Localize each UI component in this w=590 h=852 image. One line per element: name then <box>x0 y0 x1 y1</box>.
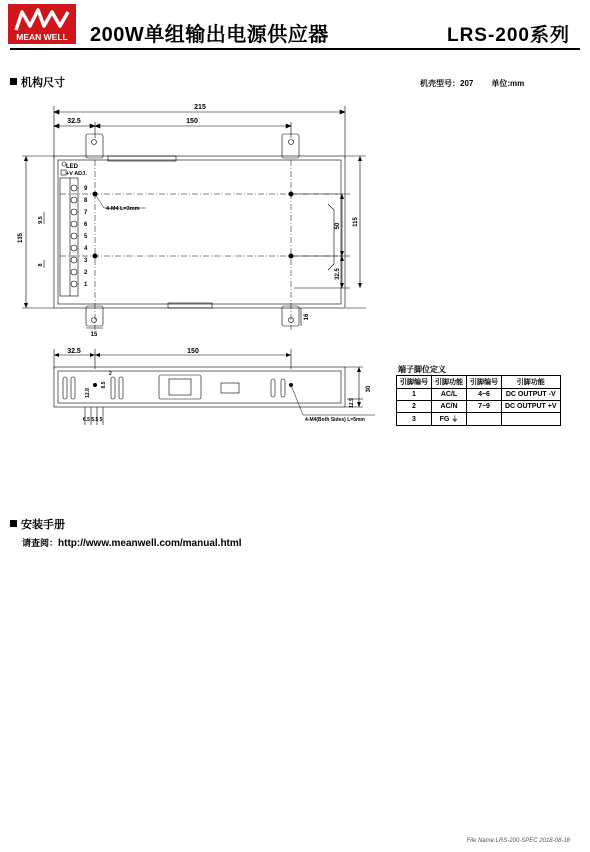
table-row <box>397 413 561 426</box>
file-name-footer: File Name:LRS-200-SPEC 2018-08-18 <box>466 838 570 844</box>
terminal-number: 3 <box>84 258 88 264</box>
screw-note-top: 4-M4 L=3mm <box>106 206 140 212</box>
table-row <box>397 401 561 413</box>
logo-text: MEAN WELL <box>16 32 68 42</box>
table-cell: 3 <box>397 413 432 426</box>
manual-url-link[interactable]: http://www.meanwell.com/manual.html <box>58 538 242 549</box>
dim-9-5: 9.5 <box>38 216 44 224</box>
column-header: 引脚功能 <box>432 376 467 389</box>
unit-label: 单位:mm <box>491 79 525 88</box>
table-cell: 2 <box>397 401 432 413</box>
side-view-drawing <box>25 345 385 435</box>
table-cell: DC OUTPUT -V <box>502 389 561 401</box>
terminal-number: 5 <box>84 234 88 240</box>
table-cell <box>502 413 561 426</box>
mechanical-heading-text: 机构尺寸 <box>21 77 65 89</box>
table-cell: 1 <box>397 389 432 401</box>
table-cell: 4~6 <box>467 389 502 401</box>
vadj-label: +V ADJ. <box>66 171 87 177</box>
meanwell-logo <box>8 4 76 44</box>
bullet-square-icon <box>10 78 17 85</box>
table-cell: FG ⏚ <box>432 413 467 426</box>
table-cell: 7~9 <box>467 401 502 413</box>
side-dim-bottom: 6.5 5.5 5 <box>83 417 103 423</box>
table-cell: AC/N <box>432 401 467 413</box>
pin-assignment-title: 端子脚位定义 <box>398 365 446 374</box>
mechanical-heading <box>10 74 65 90</box>
model-title: LRS-200系列 <box>446 25 570 46</box>
side-dim-hole-spacing: 150 <box>187 348 199 355</box>
table-cell: DC OUTPUT +V <box>502 401 561 413</box>
dim-height: 135 <box>18 232 24 244</box>
dim-32-5-right: 32.5 <box>335 268 341 280</box>
dim-8: 8 <box>38 263 44 267</box>
led-label: LED <box>66 164 78 170</box>
top-view-drawing <box>8 98 380 340</box>
manual-label: 请查阅： <box>22 538 59 548</box>
manual-heading <box>10 516 65 532</box>
column-header: 引脚功能 <box>502 376 561 389</box>
table-row <box>397 389 561 401</box>
dim-50: 50 <box>335 222 341 230</box>
case-number: 机壳型号：207 <box>420 79 474 88</box>
case-info <box>420 78 542 89</box>
header-divider <box>10 48 580 50</box>
terminal-number: 7 <box>84 210 88 216</box>
side-dim-12-5: 12.5 <box>349 398 355 408</box>
table-cell: AC/L <box>432 389 467 401</box>
dim-16: 16 <box>304 313 310 321</box>
terminal-number: 8 <box>84 198 88 204</box>
terminal-number: 2 <box>84 270 88 276</box>
terminal-numbers <box>84 186 88 288</box>
terminal-number: 1 <box>84 282 88 288</box>
product-title: 200W单组输出电源供应器 <box>90 24 329 46</box>
terminal-number: 9 <box>84 186 88 192</box>
terminal-number: 6 <box>84 222 88 228</box>
dim-overall-width: 215 <box>194 104 206 111</box>
side-dim-left-offset: 32.5 <box>67 348 81 355</box>
bullet-square-icon <box>10 520 17 527</box>
manual-reference <box>22 536 242 549</box>
side-dim-height: 30 <box>366 385 372 393</box>
dim-left-offset: 32.5 <box>67 118 81 125</box>
column-header: 引脚编号 <box>467 376 502 389</box>
terminal-number: 4 <box>84 246 88 252</box>
table-header-row <box>397 376 561 389</box>
side-dim-12-8: 12.8 <box>85 388 91 398</box>
column-header: 引脚编号 <box>397 376 432 389</box>
screw-note-side: 4-M4(Both Sides) L=5mm <box>305 417 365 423</box>
table-cell <box>467 413 502 426</box>
side-dim-2: 2 <box>109 371 112 377</box>
side-dim-8-5: 8.5 <box>101 381 107 389</box>
dim-15: 15 <box>90 332 98 338</box>
dim-hole-spacing: 150 <box>186 118 198 125</box>
manual-heading-text: 安装手册 <box>21 519 65 531</box>
pin-assignment-table <box>396 375 561 426</box>
dim-hole-vertical: 115 <box>353 217 359 227</box>
